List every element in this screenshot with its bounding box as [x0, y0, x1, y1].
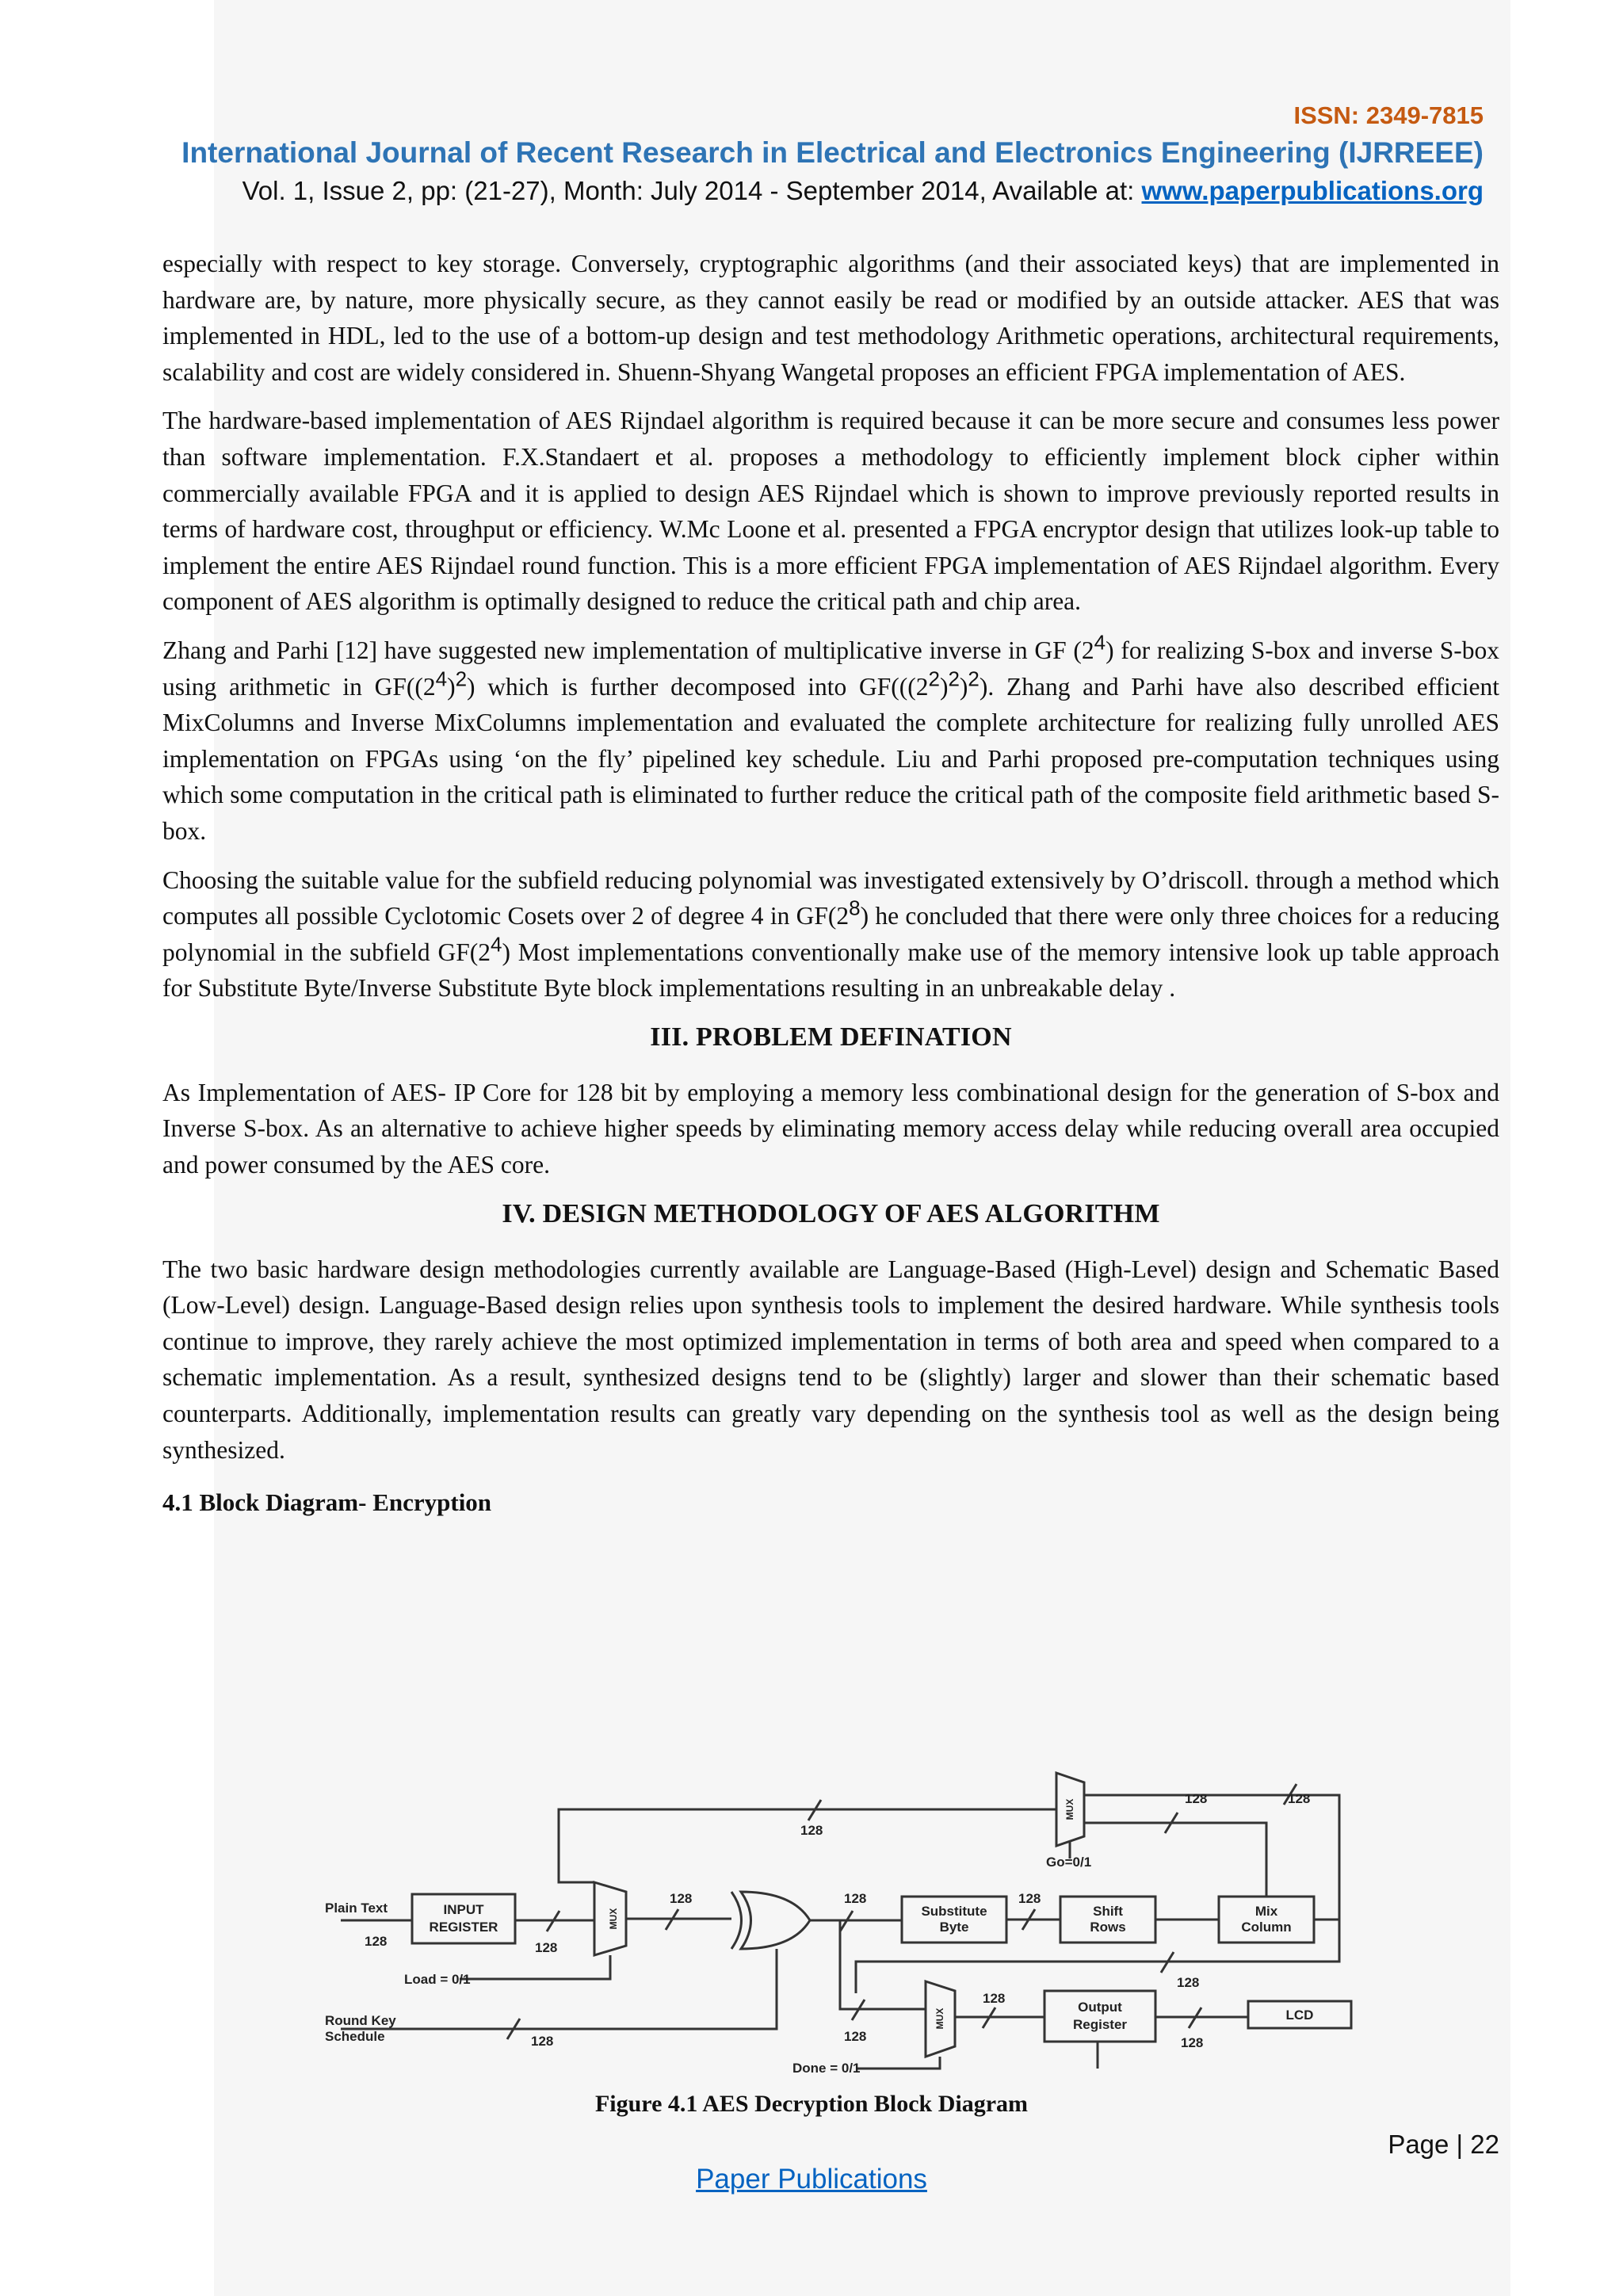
bus-width-label: 128 [1288, 1791, 1311, 1806]
paragraph: especially with respect to key storage. Conversely, cryptographic algorithms (and their associated keys) that are implemented in hardware are, by nature, more physically secure, as they cannot easily be read or modified by an outside attacker. AES that was implemented in HDL, led to the use of a bottom-up design and test methodology Arithmetic operations, architectural requirements, scalability and cost are widely considered in. Shuenn-Shyang Wangetal proposes an efficient FPGA implementation of AES. [162, 250, 1499, 386]
paragraph-text: Zhang and Parhi [12] have suggested new implementation of multiplicative inverse in GF (2 [162, 636, 1094, 664]
volume-line [242, 176, 1484, 206]
journal-title: International Journal of Recent Research in Electrical and Electronics Engineering (IJRREEE) [181, 136, 1484, 169]
volume-text: Vol. 1, Issue 2, pp: (21-27), Month: July 2014 - September 2014, Available at: [242, 176, 1142, 205]
superscript: 2 [948, 667, 960, 691]
mix-column-label: Column [1241, 1920, 1292, 1935]
paragraph-text: ) for realizing S-box and inverse S-box using arithmetic in GF((2 [162, 636, 1499, 701]
superscript: 4 [1094, 630, 1106, 655]
input-register-label: REGISTER [429, 1920, 498, 1935]
done-label: Done = 0/1 [792, 2061, 861, 2073]
bus-width-label: 128 [535, 1940, 558, 1955]
section-heading-problem-definition: III. PROBLEM DEFINATION [650, 1022, 1012, 1052]
paragraph-text: ) [447, 672, 456, 701]
substitute-byte-label: Substitute [921, 1904, 987, 1919]
mux-label: MUX [934, 2008, 945, 2030]
round-key-label: Round Key [325, 2013, 396, 2028]
paragraph: The hardware-based implementation of AES Rijndael algorithm is required because it can be more secure and consumes less power than software implementation. F.X.Standaert et al. proposes a methodology to efficiently implement block cipher within commercially available FPGA and it is applied to design AES Rijndael which is shown to improve previously reported results in terms of hardware cost, throughput or efficiency. W.Mc Loone et al. presented a FPGA encryptor design that utilizes look-up table to implement the entire AES Rijndael round function. This is a more efficient FPGA implementation of AES Rijndael algorithm. Every component of AES algorithm is optimally designed to reduce the critical path and chip area. [162, 407, 1499, 616]
paragraph: The two basic hardware design methodologies currently available are Language-Based (High-Level) design and Schematic Based (Low-Level) design. Language-Based design relies upon synthesis tools to implement the desired hardware. While synthesis tools continue to improve, they rarely achieve the most optimized implementation in terms of both area and speed when compared to a schematic implementation. As a result, synthesized designs tend to be (slightly) larger and slower than their schematic based counterparts. Additionally, implementation results can greatly vary depending on the synthesis tool as well as the design being synthesized. [162, 1255, 1499, 1464]
plain-text-label: Plain Text [325, 1901, 388, 1916]
shift-rows-label: Rows [1090, 1920, 1126, 1935]
paragraph-text: ) Most implementations conventionally make use of the memory intensive look up table approach for Substitute Byte/Inverse Substitute Byte block implementations resulting in an unbreakable delay . [162, 938, 1500, 1003]
aes-block-diagram [285, 1755, 1379, 2073]
subsection-heading-block-diagram: 4.1 Block Diagram- Encryption [162, 1488, 492, 1517]
figure-caption: Figure 4.1 AES Decryption Block Diagram [594, 2091, 1029, 2117]
superscript: 4 [490, 932, 502, 957]
section-heading-design-methodology: IV. DESIGN METHODOLOGY OF AES ALGORITHM [502, 1198, 1160, 1228]
superscript: 2 [455, 667, 468, 691]
superscript: 2 [968, 667, 980, 691]
bus-width-label: 128 [800, 1823, 823, 1838]
bus-width-label: 128 [670, 1891, 693, 1906]
mux-label: MUX [608, 1908, 619, 1930]
paragraph [162, 632, 1499, 850]
output-register-label: Register [1072, 2017, 1128, 2032]
bus-width-label: 128 [1018, 1891, 1041, 1906]
bus-width-label: 128 [844, 2029, 867, 2044]
superscript: 4 [435, 667, 448, 691]
paragraph-text: Choosing the suitable value for the subfield reducing polynomial was investigated extensively by O’driscoll. through a method which computes all possible Cyclotomic Cosets over 2 of degree 4 in GF(2 [162, 865, 1499, 930]
superscript: 8 [849, 896, 861, 920]
substitute-byte-label: Byte [939, 1920, 969, 1935]
page-number: Page | 22 [1388, 2130, 1499, 2159]
bus-width-label: 128 [844, 1891, 867, 1906]
paragraph-text: ) which is further decomposed into GF(((2 [467, 672, 929, 701]
publisher-link[interactable]: Paper Publications [696, 2164, 927, 2195]
lcd-label: LCD [1285, 2008, 1314, 2023]
round-key-label: Schedule [325, 2029, 385, 2044]
mix-column-label: Mix [1254, 1904, 1278, 1919]
bus-width-label: 128 [365, 1934, 388, 1949]
shift-rows-label: Shift [1093, 1904, 1123, 1919]
input-register-label: INPUT [443, 1902, 484, 1917]
paragraph: As Implementation of AES- IP Core for 128 bit by employing a memory less combinational design for the generation of S-box and Inverse S-box. As an alternative to achieve higher speeds by eliminating memory access delay while reducing overall area occupied and power consumed by the AES core. [162, 1078, 1499, 1179]
load-label: Load = 0/1 [404, 1972, 471, 1987]
paragraph-text: ) [939, 672, 949, 701]
paragraph-text: ) [959, 672, 968, 701]
issn: ISSN: 2349-7815 [1293, 101, 1484, 129]
bus-width-label: 128 [531, 2034, 554, 2049]
go-label: Go=0/1 [1046, 1855, 1092, 1870]
paragraph-text: ). Zhang and Parhi have also described efficient MixColumns and Inverse MixColumns implementation and evaluated the complete architecture for realizing fully unrolled AES implementation on FPGAs using ‘on the fly’ pipelined key schedule. Liu and Parhi proposed pre-computation techniques using which some computation in the critical path is eliminated to further reduce the critical path of the composite field arithmetic based S-box. [162, 672, 1499, 845]
bus-width-label: 128 [1181, 2035, 1204, 2050]
journal-website-link[interactable]: www.paperpublications.org [1141, 176, 1484, 205]
output-register-label: Output [1078, 2000, 1122, 2015]
output-register-block [1044, 1991, 1155, 2042]
mux-label: MUX [1064, 1798, 1075, 1820]
bus-width-label: 128 [1177, 1975, 1200, 1990]
article-body [162, 246, 1499, 1531]
paragraph [162, 862, 1499, 1007]
superscript: 2 [928, 667, 940, 691]
paragraph-text: ) he concluded that there were only three choices for a reducing polynomial in the subfield GF(2 [162, 902, 1499, 966]
bus-width-label: 128 [983, 1991, 1006, 2006]
xor-gate [741, 1892, 810, 1949]
bus-width-label: 128 [1185, 1791, 1208, 1806]
